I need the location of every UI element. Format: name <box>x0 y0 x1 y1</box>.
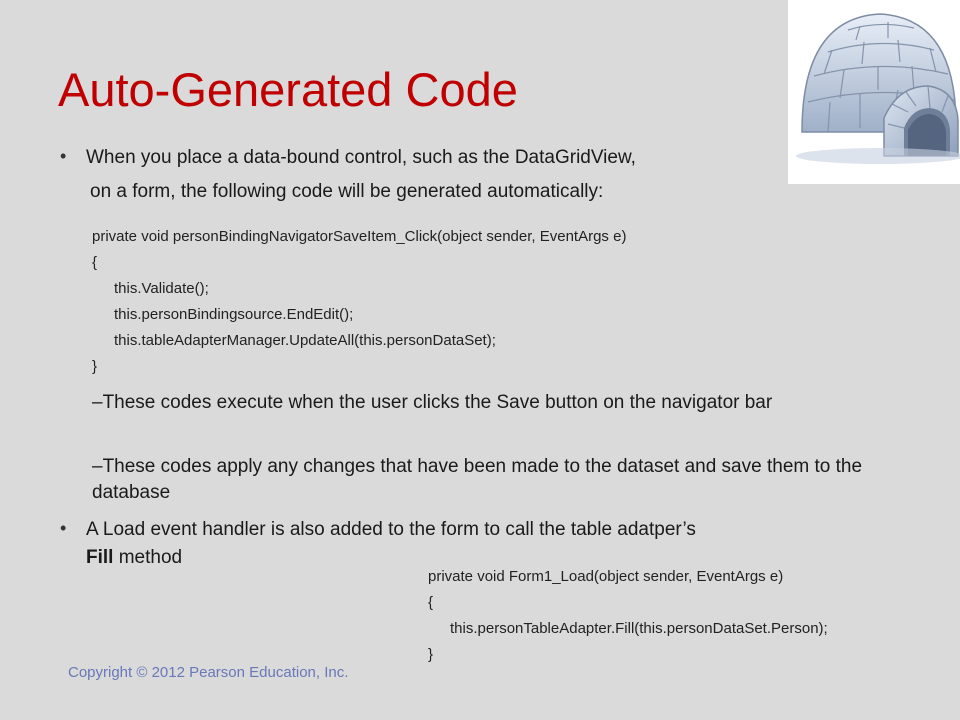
code-block-load <box>428 564 828 668</box>
code-line: this.tableAdapterManager.UpdateAll(this.personDataSet); <box>114 332 496 349</box>
copyright-footer: Copyright © 2012 Pearson Education, Inc. <box>68 664 349 681</box>
code-line: { <box>428 594 434 611</box>
bullet-marker: • <box>60 146 67 166</box>
fill-keyword: Fill <box>86 547 114 568</box>
code-line: this.personTableAdapter.Fill(this.personDataSet.Person); <box>450 620 828 637</box>
bullet-1-line-1: When you place a data-bound control, such as the DataGridView, <box>86 147 636 168</box>
code-line: private void personBindingNavigatorSaveItem_Click(object sender, EventArgs e) <box>92 228 627 245</box>
method-text: method <box>113 547 183 568</box>
igloo-icon <box>788 0 960 184</box>
code-block-save <box>92 224 626 380</box>
code-line: } <box>428 646 434 663</box>
sub-bullet-2: –These codes apply any changes that have been made to the dataset and save them to the database <box>92 456 863 503</box>
bullet-1-line-2: on a form, the following code will be generated automatically: <box>90 181 604 202</box>
code-line: } <box>92 358 98 375</box>
code-line: private void Form1_Load(object sender, EventArgs e) <box>428 568 784 585</box>
igloo-image <box>788 0 960 184</box>
bullet-marker: • <box>60 518 67 538</box>
code-line: this.Validate(); <box>114 280 209 297</box>
code-line: this.personBindingsource.EndEdit(); <box>114 306 354 323</box>
code-line: { <box>92 254 98 271</box>
bullet-2-line-2 <box>86 544 182 572</box>
sub-bullet-1: –These codes execute when the user clicks the Save button on the navigator bar <box>92 392 773 413</box>
bullet-2-line-1: A Load event handler is also added to the form to call the table adatper’s <box>86 519 696 540</box>
page-title: Auto-Generated Code <box>58 63 518 116</box>
